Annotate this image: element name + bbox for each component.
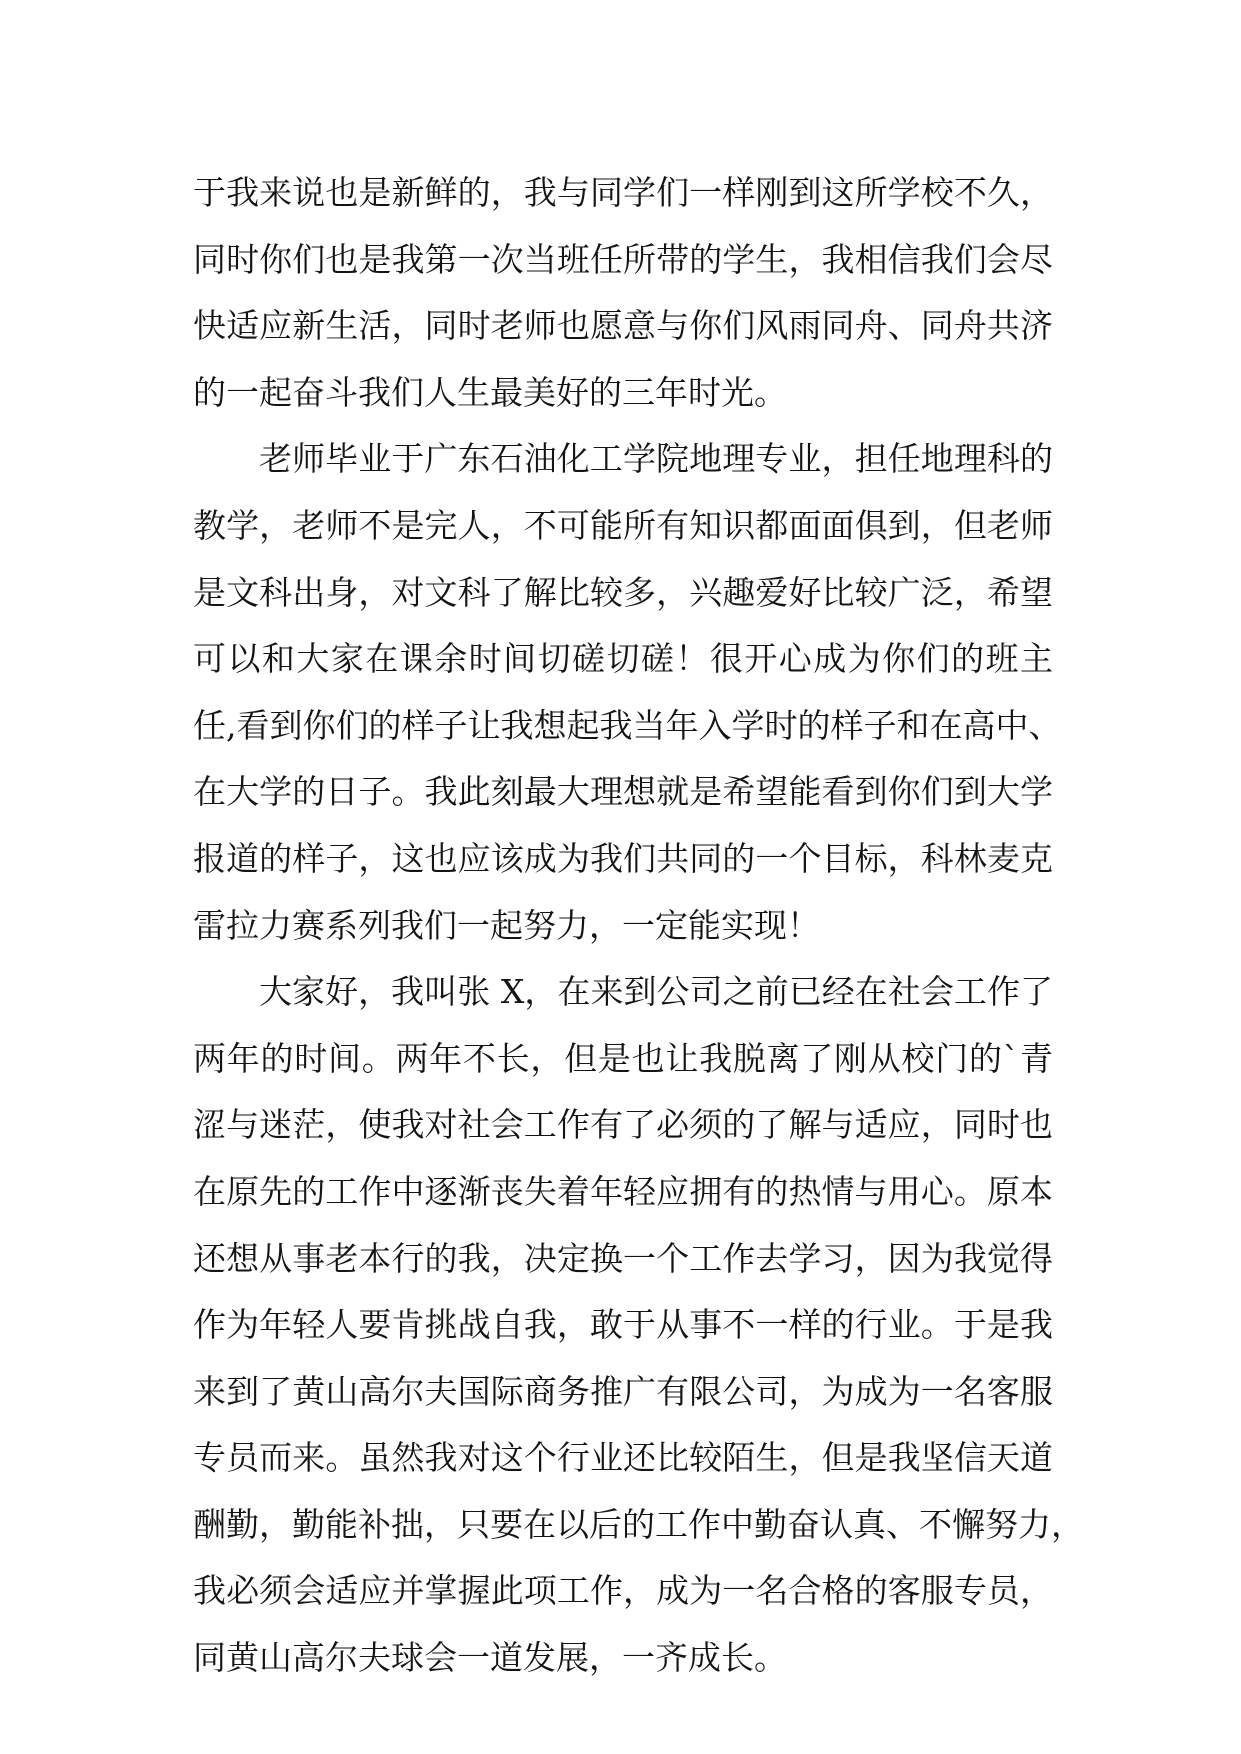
text-line: 在原先的工作中逐渐丧失着年轻应拥有的热情与用心。原本 [193,1171,1053,1211]
text-line: 雷拉力赛系列我们一起努力，一定能实现！ [193,905,820,945]
document-body [193,160,1084,1692]
text-line: 酬勤，勤能补拙，只要在以后的工作中勤奋认真、不懈努力， [193,1504,1084,1544]
text-line: 大家好，我叫张 X，在来到公司之前已经在社会工作了 [259,972,1053,1012]
text-line: 教学，老师不是完人，不可能所有知识都面面俱到，但老师 [193,505,1053,545]
text-line: 老师毕业于广东石油化工学院地理专业，担任地理科的 [259,439,1053,479]
text-line: 报道的样子，这也应该成为我们共同的一个目标，科林麦克 [193,838,1053,878]
text-line: 任,看到你们的样子让我想起我当年入学时的样子和在高中、 [193,705,1062,745]
text-line: 于我来说也是新鲜的，我与同学们一样刚到这所学校不久， [193,173,1053,212]
text-line: 同时你们也是我第一次当班任所带的学生，我相信我们会尽 [193,239,1053,279]
text-line: 涩与迷茫，使我对社会工作有了必须的了解与适应，同时也 [193,1105,1053,1145]
text-line: 还想从事老本行的我，决定换一个工作去学习，因为我觉得 [193,1238,1053,1278]
text-line: 快适应新生活，同时老师也愿意与你们风雨同舟、同舟共济 [193,306,1053,346]
text-line: 是文科出身，对文科了解比较多，兴趣爱好比较广泛，希望 [193,572,1053,612]
text-line: 同黄山高尔夫球会一道发展，一齐成长。 [193,1638,787,1678]
text-line: 我必须会适应并掌握此项工作，成为一名合格的客服专员， [193,1571,1053,1611]
text-line: 可以和大家在课余时间切磋切磋！很开心成为你们的班主 [193,639,1053,679]
text-line: 在大学的日子。我此刻最大理想就是希望能看到你们到大学 [193,772,1053,812]
text-line: 作为年轻人要肯挑战自我，敢于从事不一样的行业。于是我 [193,1305,1053,1345]
text-line: 两年的时间。两年不长，但是也让我脱离了刚从校门的`青 [193,1038,1053,1078]
paragraph-1 [193,160,1053,426]
paragraph-3 [193,959,1084,1692]
text-line: 的一起奋斗我们人生最美好的三年时光。 [193,372,787,412]
text-line: 专员而来。虽然我对这个行业还比较陌生，但是我坚信天道 [193,1438,1053,1478]
text-line: 来到了黄山高尔夫国际商务推广有限公司，为成为一名客服 [193,1371,1053,1411]
paragraph-2 [193,426,1062,959]
